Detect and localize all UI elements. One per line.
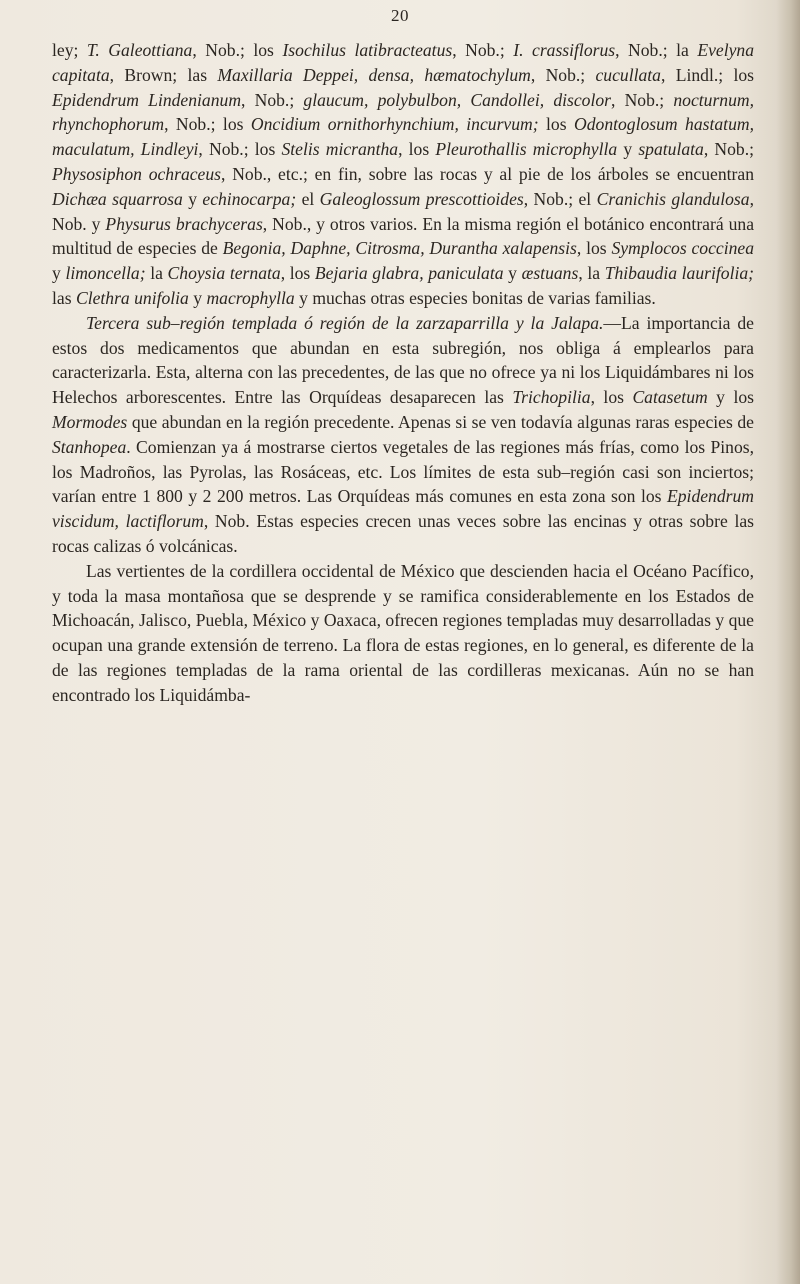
italic-run: Bejaria glabra, paniculata: [314, 263, 504, 284]
italic-run: cucullata: [595, 64, 661, 85]
text-run: , Nob. Estas especies crecen unas veces sobre las encinas y otras sobre las rocas calizas ó volcánicas.: [52, 511, 754, 556]
text-run: —La importancia de estos dos medicamentos que abundan en esta subregión, nos obliga á emplearlos para caracterizarla. Esta, alterna con las precedentes, de las que no ofrece ya ni los Liquidámbares ni los Helechos arborescentes. Entre las Orquídeas desaparecen las: [52, 312, 754, 408]
italic-run: Pleurothallis microphylla: [435, 139, 618, 160]
text-run: Las vertientes de la cordillera occidental de México que descienden hacia el Océano Pacífico, y toda la masa montañosa que se desprende y se ramifica considerablemente en los Estados de Michoacán, Jalisco, Puebla, México y Oaxaca, ofrecen regiones templadas muy desarrolladas y que ocupan una grande extensión de terreno. La flora de estas regiones, en lo general, es diferente de la de las regiones templadas de la rama oriental de las cordilleras mexicanas. Aún no se han encontrado los Liquidámba-: [52, 560, 754, 705]
italic-run: Stanhopea: [52, 436, 127, 457]
italic-run: Physosiphon ochraceus: [52, 163, 222, 184]
text-run: . Comienzan ya á mostrarse ciertos vegetales de las regiones más frías, como los Pinos, los Madroños, las Pyrolas, las Rosáceas, etc. Los límites de esta sub–región casi son inciertos; varían entre 1 800 y 2 200 metros. Las Orquídeas más comunes en esta zona son los: [52, 436, 754, 507]
text-run: y los: [707, 387, 754, 408]
paragraph-orchid-list: [52, 38, 754, 311]
text-run: , Nob.;: [703, 139, 754, 160]
text-run: y: [188, 287, 207, 308]
text-run: y: [617, 139, 639, 160]
text-run: , Nob., y otros varios. En la misma región el botánico encontrará una multitud de especies de: [52, 213, 755, 259]
text-run: , Nob. y: [52, 188, 754, 234]
italic-run: Trichopilia: [512, 387, 591, 408]
text-run: los: [538, 114, 575, 135]
italic-run: Begonia, Daphne, Citrosma, Durantha xalapensis: [222, 238, 577, 259]
italic-run: echinocarpa;: [202, 188, 297, 209]
italic-run: Epidendrum Lindenianum: [52, 89, 242, 110]
page-number: 20: [391, 6, 409, 25]
text-run: , Nob.;: [611, 89, 674, 110]
italic-run: Choysia ternata: [167, 263, 281, 284]
text-run: , Nob.;: [241, 89, 304, 110]
italic-run: I. crassiflorus: [513, 40, 616, 60]
text-run: y: [52, 263, 66, 284]
italic-run: Physurus brachyceras: [105, 213, 263, 234]
text-run: , Nob., etc.; en fin, sobre las rocas y al pie de los árboles se encuentran: [221, 163, 754, 184]
italic-run: Dichæa squarrosa: [52, 188, 183, 209]
text-run: , Nob.; el: [523, 188, 597, 209]
text-run: , la: [578, 263, 605, 284]
italic-run: Mormodes: [52, 411, 128, 432]
page-edge-shadow: [776, 0, 800, 1284]
text-run: que abundan en la región precedente. Apenas si se ven todavía algunas raras especies de: [127, 411, 754, 432]
text-run: , Nob.;: [452, 40, 514, 60]
text-run: , Lindl.; los: [660, 64, 754, 85]
italic-run: Symplocos coccinea: [611, 238, 754, 259]
italic-run: Galeoglossum prescottioides: [319, 188, 524, 209]
text-run: , Nob.; los: [192, 40, 283, 60]
text-run: las: [52, 287, 76, 308]
italic-run: Maxillaria Deppei, densa, hæmatochylum: [217, 64, 531, 85]
italic-run: T. Galeottiana: [86, 40, 193, 60]
text-run: ley;: [52, 40, 87, 60]
italic-run: Stelis micrantha: [281, 139, 399, 160]
text-run: , Brown; las: [109, 64, 218, 85]
italic-run: Tercera sub–región templada ó región de la zarzaparrilla y la Jalapa.: [86, 312, 604, 333]
italic-run: Isochilus latibracteatus: [282, 40, 453, 60]
paragraph-third-subregion: [52, 311, 754, 559]
text-run: , los: [280, 263, 315, 284]
italic-run: æstuans: [521, 263, 579, 284]
text-run: , los: [576, 238, 612, 259]
text-run: , los: [590, 387, 633, 408]
text-run: , Nob.; los: [198, 139, 282, 160]
text-run: y: [503, 263, 522, 284]
text-run: , Nob.; los: [164, 114, 251, 135]
text-run: la: [145, 263, 168, 284]
italic-run: Epidendrum viscidum, lactiflorum: [52, 486, 754, 532]
italic-run: nocturnum, rhynchophorum: [52, 89, 755, 135]
text-run: y: [182, 188, 203, 209]
italic-run: Clethra unifolia: [75, 287, 189, 308]
italic-run: glaucum, polybulbon, Candollei, discolor: [303, 89, 611, 110]
italic-run: limoncella;: [65, 263, 146, 284]
text-run: y muchas otras especies bonitas de varias familias.: [294, 287, 656, 308]
text-run: el: [296, 188, 320, 209]
italic-run: Cranichis glandulosa: [596, 188, 750, 209]
italic-run: spatulata: [638, 139, 704, 160]
text-run: , Nob.; la: [615, 40, 698, 60]
italic-run: Evelyna capitata: [52, 40, 754, 85]
italic-run: Thibaudia laurifolia;: [604, 263, 754, 284]
italic-run: Oncidium ornithorhynchium, incurvum;: [250, 114, 539, 135]
italic-run: Odontoglosum hastatum, maculatum, Lindleyi: [52, 114, 754, 160]
body-text: [52, 38, 754, 708]
paragraph-western-cordillera: [52, 559, 754, 708]
text-run: , Nob.;: [530, 64, 596, 85]
italic-run: Catasetum: [632, 387, 708, 408]
italic-run: macrophylla: [206, 287, 295, 308]
text-run: , los: [398, 139, 436, 160]
